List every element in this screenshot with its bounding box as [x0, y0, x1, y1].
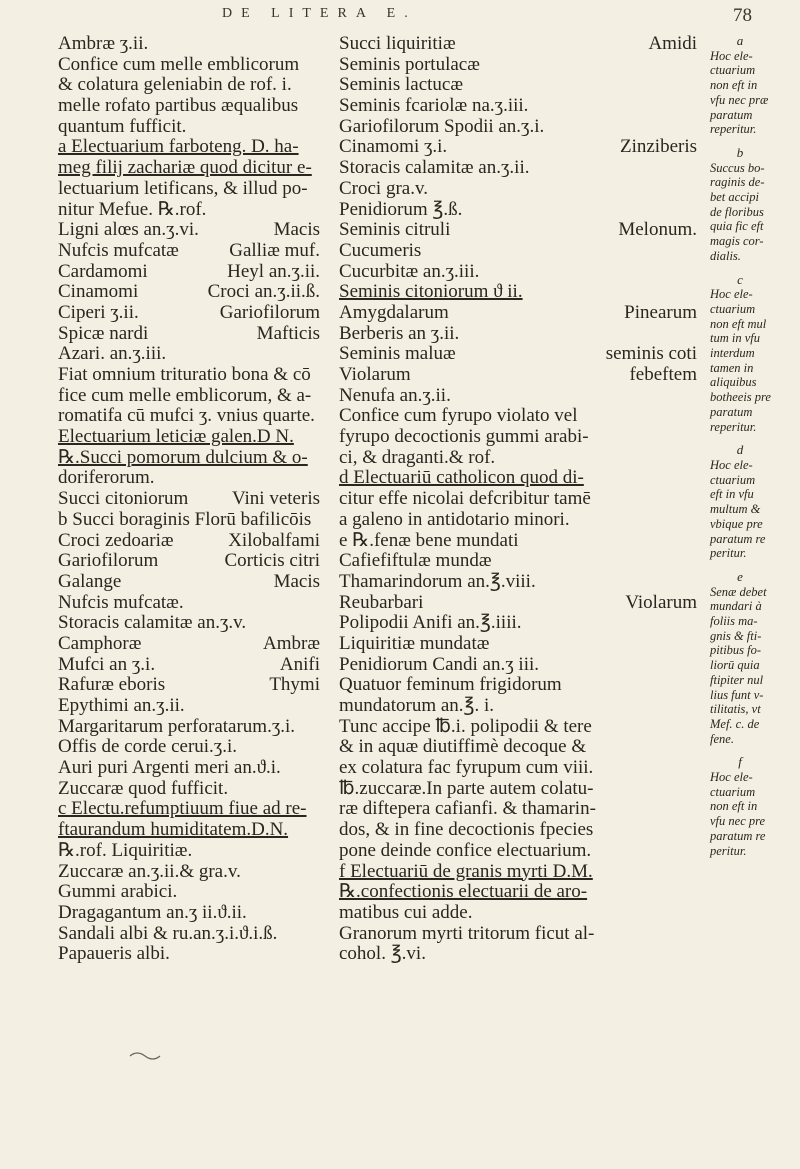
note-line: bet accipi — [710, 190, 759, 205]
text-segment: Galange — [58, 570, 122, 592]
text-line: Confice cum melle emblicorum — [58, 53, 300, 75]
text-line: d Electuariū catholicon quod di- — [339, 467, 584, 489]
text-line — [339, 137, 697, 158]
text-segment: Thymi — [269, 674, 320, 696]
note-letter: f — [738, 754, 742, 770]
text-segment: Cinamomi — [58, 281, 139, 303]
text-segment: seminis coti — [605, 343, 697, 365]
text-line: Seminis portulacæ — [339, 53, 480, 75]
text-line: Epythimi an.ʒ.ii. — [58, 695, 185, 716]
text-segment: Anifi — [279, 653, 320, 675]
text-line: Margaritarum perforatarum.ʒ.i. — [58, 715, 296, 737]
text-line: Seminis fcariolæ na.ʒ.iii. — [339, 95, 529, 117]
note-line: reperitur. — [710, 419, 757, 434]
text-segment: Vini veteris — [231, 488, 320, 510]
text-line — [58, 634, 320, 655]
text-line: Confice cum fyrupo violato vel — [339, 405, 578, 427]
note-line: ctuarium — [710, 301, 756, 316]
text-line: Cucumeris — [339, 239, 422, 261]
text-line: Seminis citoniorum ϑ ii. — [339, 281, 523, 303]
note-line: paratum — [710, 404, 753, 419]
note-line: magis cor- — [710, 234, 764, 249]
note-line: peritur. — [710, 546, 747, 561]
note-line: interdum — [710, 346, 755, 361]
note-line: dialis. — [710, 248, 741, 263]
running-title: DE LITERA E. — [222, 6, 417, 21]
text-line: Dragagantum an.ʒ ii.ϑ.ii. — [58, 901, 247, 923]
text-segment: Cardamomi — [58, 260, 148, 282]
text-line: melle rofato partibus æqualibus — [58, 95, 299, 117]
text-line — [58, 220, 320, 241]
text-line: Polipodii Anifi an.℥.iiii. — [339, 612, 522, 634]
note-line: multum & — [710, 502, 761, 517]
text-segment: febeftem — [629, 364, 697, 385]
text-line: nitur Mefue. ℞.rof. — [58, 198, 207, 220]
note-line: vbique pre — [710, 516, 763, 531]
text-segment: Seminis citruli — [339, 219, 451, 241]
note-line: mundari à — [710, 599, 762, 614]
text-line: pone deinde confice electuarium. — [339, 839, 592, 861]
note-line: ctuarium — [710, 472, 756, 487]
running-head — [0, 6, 800, 30]
text-line: mundatorum an.℥. i. — [339, 695, 495, 716]
note-line: raginis de- — [710, 175, 765, 190]
text-segment: Pinearum — [624, 301, 697, 323]
text-segment: Reubarbari — [339, 591, 424, 613]
text-line — [339, 303, 697, 324]
text-segment: Succi liquiritiæ — [339, 33, 456, 54]
text-segment: Mufci an ʒ.i. — [58, 653, 156, 675]
text-line — [339, 593, 697, 614]
text-line: Seminis lactucæ — [339, 74, 464, 96]
text-line: ex colatura fac fyrupum cum viii. — [339, 757, 594, 779]
marginal-note — [710, 755, 792, 858]
note-line: botheeis pre — [710, 390, 771, 405]
text-line — [58, 303, 320, 324]
text-segment: Macis — [273, 570, 320, 592]
note-line: ftipiter nul — [710, 672, 764, 687]
text-line: dos, & in fine decoctionis fpecies — [339, 819, 594, 841]
note-letter: c — [737, 271, 743, 287]
text-line: Azari. an.ʒ.iii. — [58, 343, 167, 365]
text-line — [58, 241, 320, 262]
text-line: ftaurandum humiditatem.D.N. — [58, 819, 289, 841]
text-line: fyrupo decoctionis gummi arabi- — [339, 426, 589, 448]
text-line: doriferorum. — [58, 467, 155, 489]
text-segment: Cinamomi ʒ.i. — [339, 136, 448, 158]
text-segment: Seminis maluæ — [339, 343, 456, 365]
text-line: ci, & draganti.& rof. — [339, 446, 496, 468]
text-line: lectuarium letificans, & illud po- — [58, 177, 308, 199]
text-segment: Xilobalfami — [228, 529, 320, 551]
text-segment: Camphoræ — [58, 632, 142, 654]
text-line: Zuccaræ an.ʒ.ii.& gra.v. — [58, 860, 241, 882]
text-line: & colatura geleniabin de rof. i. — [58, 74, 292, 96]
text-segment: Heyl an.ʒ.ii. — [227, 260, 320, 282]
note-line: paratum re — [710, 828, 766, 843]
marginal-note — [710, 570, 792, 746]
note-line: liorū quia — [710, 658, 760, 673]
text-segment: Mafticis — [256, 322, 320, 344]
text-line: ræ diftepera cafianfi. & thamarin- — [339, 798, 596, 820]
text-segment: Galliæ muf. — [229, 239, 320, 261]
note-line: tilitatis, vt — [710, 702, 761, 717]
text-line: meg filij zachariæ quod dicitur e- — [58, 157, 312, 179]
text-line: quantum fufficit. — [58, 115, 187, 137]
text-line: a galeno in antidotario minori. — [339, 508, 570, 530]
text-line: Papaueris albi. — [58, 943, 170, 965]
text-segment: Amygdalarum — [339, 301, 449, 323]
text-line: Penidiorum Candi an.ʒ iii. — [339, 653, 540, 675]
text-line — [58, 282, 320, 303]
text-line: Nufcis mufcatæ. — [58, 591, 184, 613]
text-segment: Croci an.ʒ.ii.ß. — [207, 281, 320, 303]
note-line: Hoc ele- — [710, 770, 753, 785]
text-line: Penidiorum ℥.ß. — [339, 198, 463, 220]
text-line: Offis de corde cerui.ʒ.i. — [58, 736, 238, 758]
note-letter: a — [736, 33, 744, 48]
note-line: non eft mul — [710, 316, 767, 331]
text-line: Liquiritiæ mundatæ — [339, 632, 490, 654]
note-line: Mef. c. de — [710, 716, 760, 731]
text-line: Electuarium leticiæ galen.D N. — [58, 426, 294, 448]
text-segment: Amidi — [648, 33, 697, 54]
marginal-note — [710, 443, 792, 561]
text-line: Gariofilorum Spodii an.ʒ.i. — [339, 115, 545, 137]
note-letter: b — [736, 144, 744, 160]
note-line: foliis ma- — [710, 614, 758, 629]
text-line: ℞.confectionis electuarii de aro- — [339, 881, 588, 903]
note-line: pitibus fo- — [710, 643, 762, 658]
text-line: Auri puri Argenti meri an.ϑ.i. — [58, 757, 281, 779]
note-line: vfu nec præ — [710, 92, 769, 107]
note-line: Hoc ele- — [710, 457, 753, 472]
text-line: Croci gra.v. — [339, 177, 428, 199]
note-line: vfu nec pre — [710, 814, 766, 829]
text-segment: Rafuræ eboris — [58, 674, 166, 696]
text-line: Nenufa an.ʒ.ii. — [339, 384, 451, 406]
text-line: Berberis an ʒ.ii. — [339, 322, 460, 344]
note-line: Hoc ele- — [710, 287, 753, 302]
text-line: Sandali albi & ru.an.ʒ.i.ϑ.i.ß. — [58, 922, 278, 944]
text-segment: Ciperi ʒ.ii. — [58, 301, 139, 323]
note-line: ctuarium — [710, 784, 756, 799]
text-line: ℞.Succi pomorum dulcium & o- — [58, 446, 308, 468]
text-line — [339, 344, 697, 365]
text-line — [58, 551, 320, 572]
note-line: gnis & fti- — [710, 628, 762, 643]
text-line: Cucurbitæ an.ʒ.iii. — [339, 260, 480, 282]
text-line — [58, 572, 320, 593]
text-line: Thamarindorum an.℥.viii. — [339, 570, 536, 592]
note-line: Succus bo- — [710, 160, 765, 175]
text-line: romatifa cū mufci ʒ. vnius quarte. — [58, 405, 315, 427]
text-line — [58, 655, 320, 676]
text-segment: Violarum — [339, 364, 411, 385]
text-line — [339, 365, 697, 386]
text-segment: Ambræ — [263, 632, 320, 654]
text-segment: Ligni alœs an.ʒ.vi. — [58, 219, 199, 241]
marginal-note — [710, 273, 792, 435]
text-line — [339, 34, 697, 55]
text-line: Ambræ ʒ.ii. — [58, 33, 149, 54]
text-line: ℞.rof. Liquiritiæ. — [58, 839, 193, 861]
text-line: Storacis calamitæ an.ʒ.v. — [58, 612, 247, 634]
text-line: Storacis calamitæ an.ʒ.ii. — [339, 157, 530, 179]
text-line: Gummi arabici. — [58, 881, 178, 903]
note-line: paratum re — [710, 531, 766, 546]
text-line: matibus cui adde. — [339, 901, 473, 923]
text-line: Fiat omnium trituratio bona & cō — [58, 364, 311, 385]
text-line: b Succi boraginis Florū bafilicōis — [58, 508, 312, 530]
note-letter: e — [737, 568, 743, 584]
text-segment: Macis — [273, 219, 320, 241]
text-line: Granorum myrti tritorum ficut al- — [339, 922, 595, 944]
folio-number: 78 — [733, 5, 752, 26]
text-segment: Succi citoniorum — [58, 488, 189, 510]
note-line: ctuarium — [710, 63, 756, 78]
text-line: ℔.zuccaræ.In parte autem colatu- — [339, 777, 594, 799]
marginal-note — [710, 34, 792, 137]
note-line: paratum — [710, 107, 753, 122]
note-line: eft in vfu — [710, 487, 754, 502]
text-line: cohol. ℥.vi. — [339, 943, 426, 965]
note-line: tum in vfu — [710, 331, 760, 346]
text-line — [339, 220, 697, 241]
marginal-note — [710, 146, 792, 264]
text-segment: Melonum. — [618, 219, 697, 241]
note-line: Hoc ele- — [710, 48, 753, 63]
text-line: Zuccaræ quod fufficit. — [58, 777, 229, 799]
left-column — [58, 34, 320, 965]
note-line: aliquibus — [710, 375, 757, 390]
middle-column — [339, 34, 697, 965]
note-letter: d — [736, 442, 744, 458]
text-line — [58, 489, 320, 510]
text-line: Quatuor feminum frigidorum — [339, 674, 562, 696]
text-line — [58, 531, 320, 552]
note-line: tamen in — [710, 360, 754, 375]
text-line: citur effe nicolai defcribitur tamē — [339, 488, 591, 510]
text-line: c Electu.refumptiuum fiue ad re- — [58, 798, 307, 820]
text-line: e ℞.fenæ bene mundati — [339, 529, 519, 551]
text-line: fice cum melle emblicorum, & a- — [58, 384, 312, 406]
text-segment: Croci zedoariæ — [58, 529, 174, 551]
text-line: f Electuariū de granis myrti D.M. — [339, 860, 593, 882]
note-line: lius funt v- — [710, 687, 764, 702]
text-segment: Violarum — [625, 591, 697, 613]
text-line — [58, 675, 320, 696]
note-line: reperitur. — [710, 122, 757, 137]
text-segment: Spicæ nardi — [58, 322, 149, 344]
text-line: Tunc accipe ℔.i. polipodii & tere — [339, 715, 592, 737]
note-line: Senæ debet — [710, 584, 767, 599]
text-segment: Nufcis mufcatæ — [58, 239, 179, 261]
note-line: de floribus — [710, 204, 764, 219]
text-line — [58, 324, 320, 345]
text-segment: Corticis citri — [224, 550, 320, 572]
note-line: fene. — [710, 731, 734, 746]
text-segment: Gariofilorum — [58, 550, 159, 572]
note-line: peritur. — [710, 843, 747, 858]
text-line: & in aquæ diutiffimè decoque & — [339, 736, 587, 758]
text-segment: Gariofilorum — [219, 301, 320, 323]
note-line: quia fic eft — [710, 219, 764, 234]
note-line: non eft in — [710, 799, 758, 814]
decorative-flourish — [128, 1050, 162, 1062]
text-line: a Electuarium farboteng. D. ha- — [58, 136, 299, 158]
text-segment: Zinziberis — [619, 136, 697, 158]
marginal-notes — [710, 34, 792, 867]
text-line: Cafiefiftulæ mundæ — [339, 550, 492, 572]
note-line: non eft in — [710, 78, 758, 93]
text-line — [58, 262, 320, 283]
